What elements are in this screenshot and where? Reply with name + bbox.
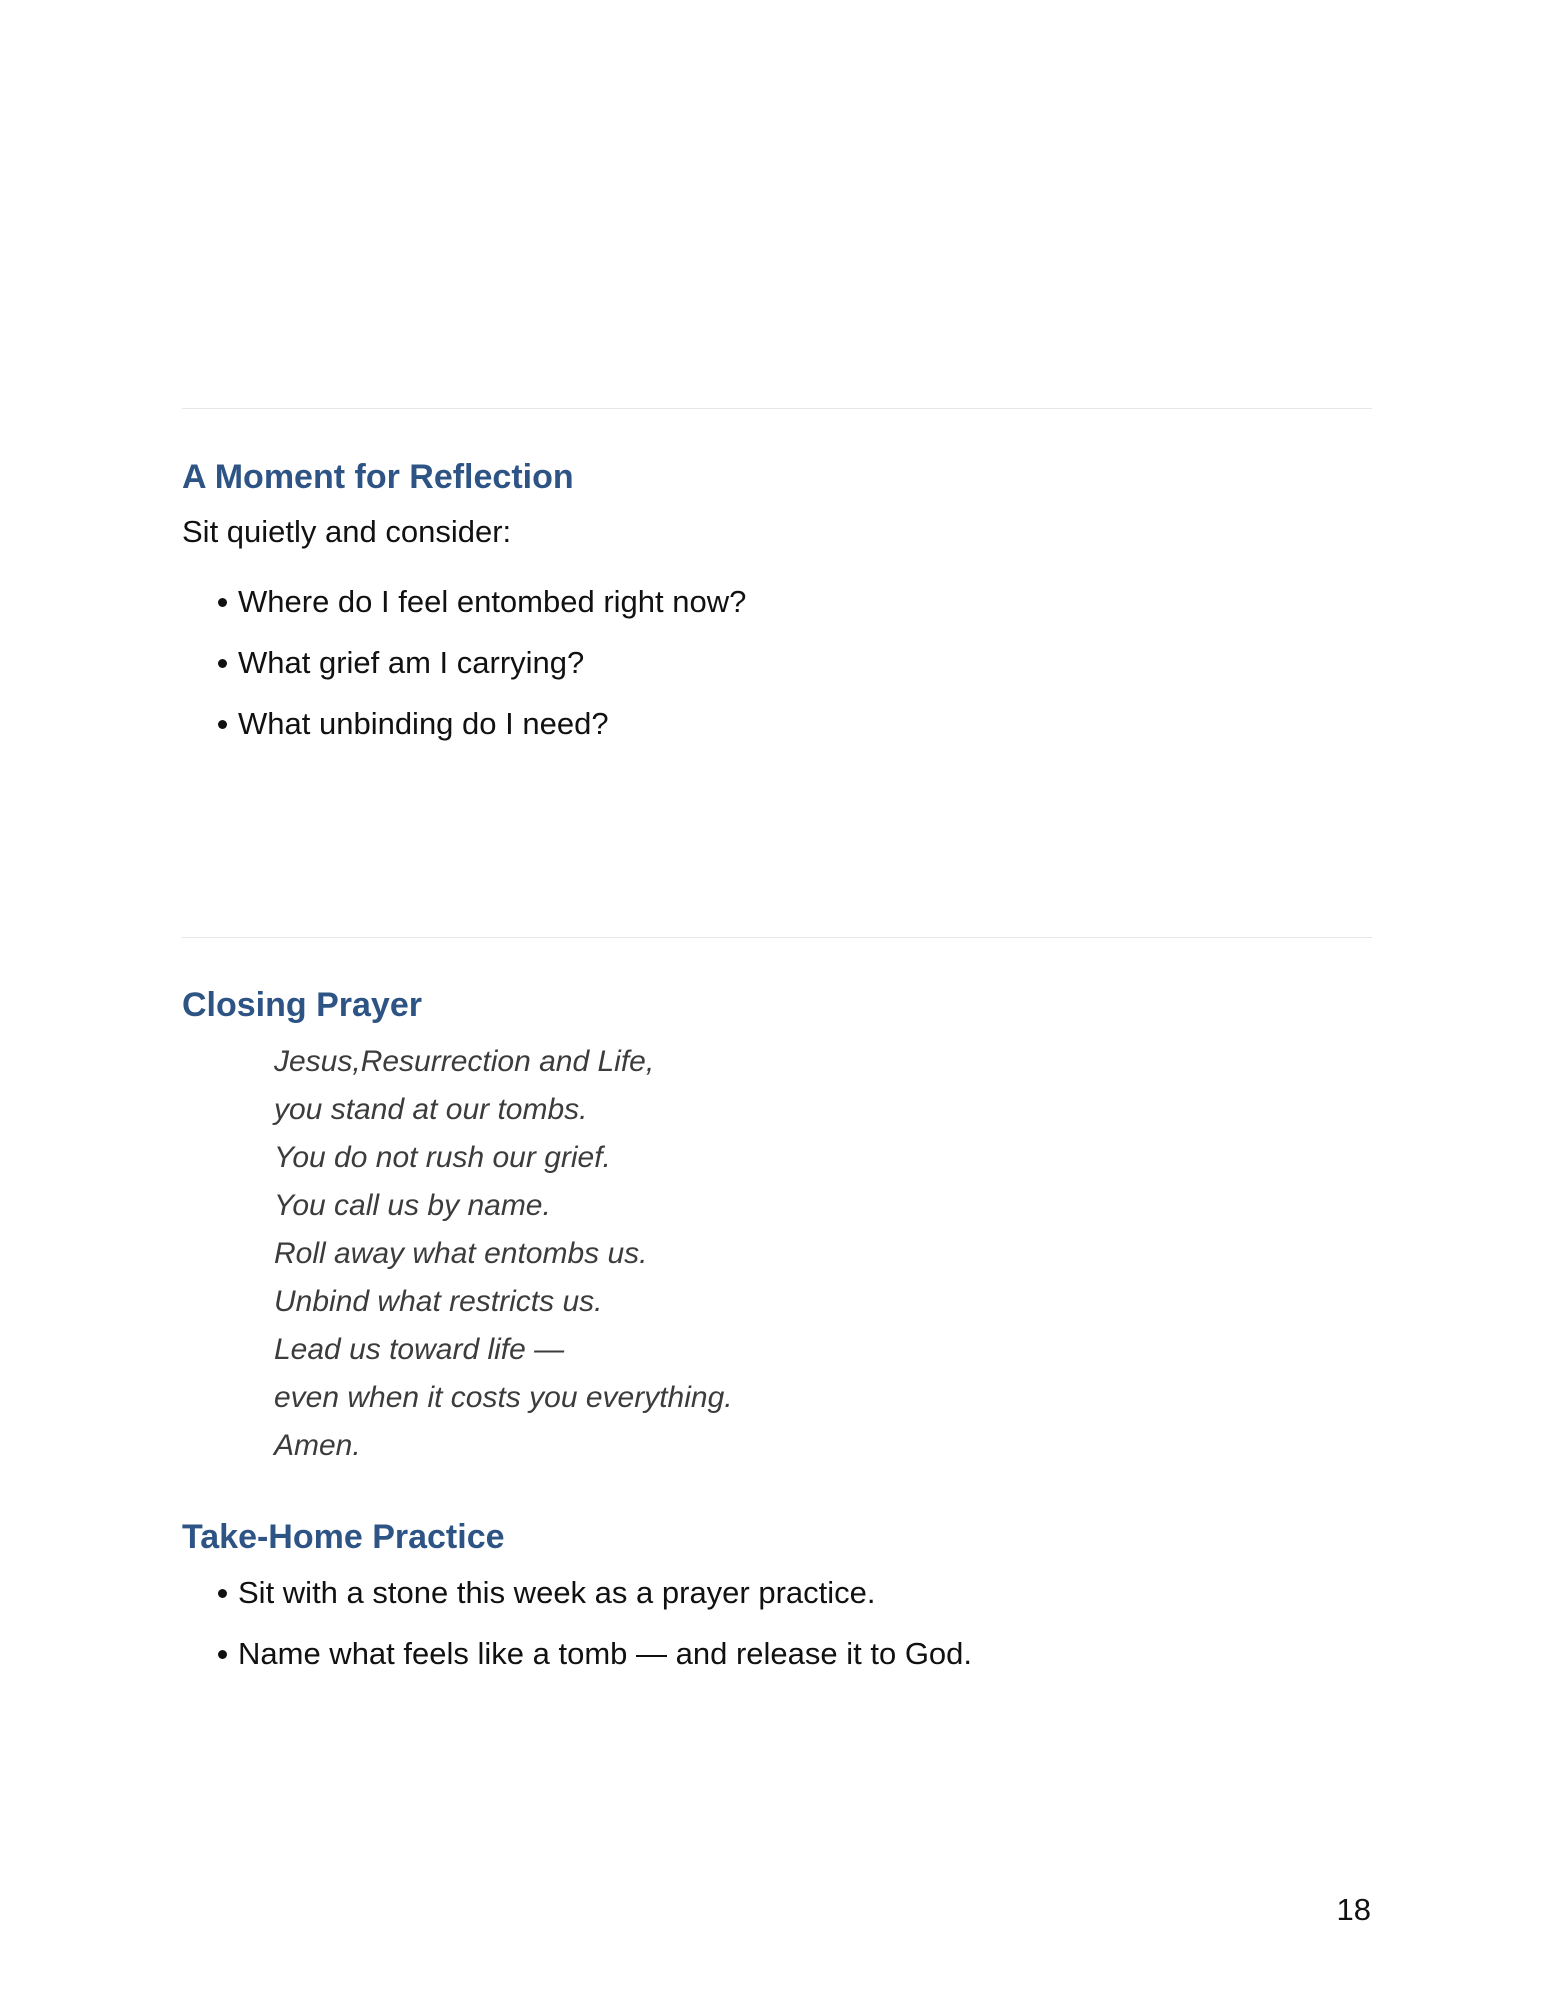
list-item-text: Sit with a stone this week as a prayer practice. (238, 1575, 876, 1610)
list-item (182, 647, 746, 708)
list-item (182, 1577, 972, 1638)
take-home-heading: Take-Home Practice (182, 1518, 505, 1556)
page-number: 18 (1336, 1892, 1371, 1927)
list-item-text: What grief am I carrying? (238, 645, 585, 680)
list-item-text: Name what feels like a tomb — and release it to God. (238, 1636, 973, 1671)
prayer-line: Amen. (274, 1429, 361, 1462)
prayer-line: you stand at our tombs. (274, 1093, 588, 1126)
list-item (182, 708, 746, 769)
prayer-line: You do not rush our grief. (274, 1141, 611, 1174)
prayer-line: Jesus,Resurrection and Life, (274, 1045, 655, 1078)
bullet-icon (218, 720, 227, 729)
prayer-line: Lead us toward life — (274, 1333, 565, 1366)
prayer-line: Roll away what entombs us. (274, 1237, 648, 1270)
list-item (182, 586, 746, 647)
bullet-icon (218, 598, 227, 607)
list-item-text: Where do I feel entombed right now? (238, 584, 747, 619)
list-item-text: What unbinding do I need? (238, 706, 609, 741)
take-home-list (182, 1577, 972, 1699)
reflection-intro: Sit quietly and consider: (182, 514, 512, 549)
section-divider-top (182, 408, 1372, 409)
bullet-icon (218, 1650, 227, 1659)
reflection-question-list (182, 586, 746, 769)
prayer-line: even when it costs you everything. (274, 1381, 733, 1414)
bullet-icon (218, 1589, 227, 1598)
section-divider-middle (182, 937, 1372, 938)
prayer-line: You call us by name. (274, 1189, 551, 1222)
bullet-icon (218, 659, 227, 668)
closing-prayer-text (274, 1044, 733, 1476)
prayer-line: Unbind what restricts us. (274, 1285, 603, 1318)
closing-prayer-heading: Closing Prayer (182, 986, 422, 1024)
reflection-heading: A Moment for Reflection (182, 458, 574, 496)
list-item (182, 1638, 972, 1699)
